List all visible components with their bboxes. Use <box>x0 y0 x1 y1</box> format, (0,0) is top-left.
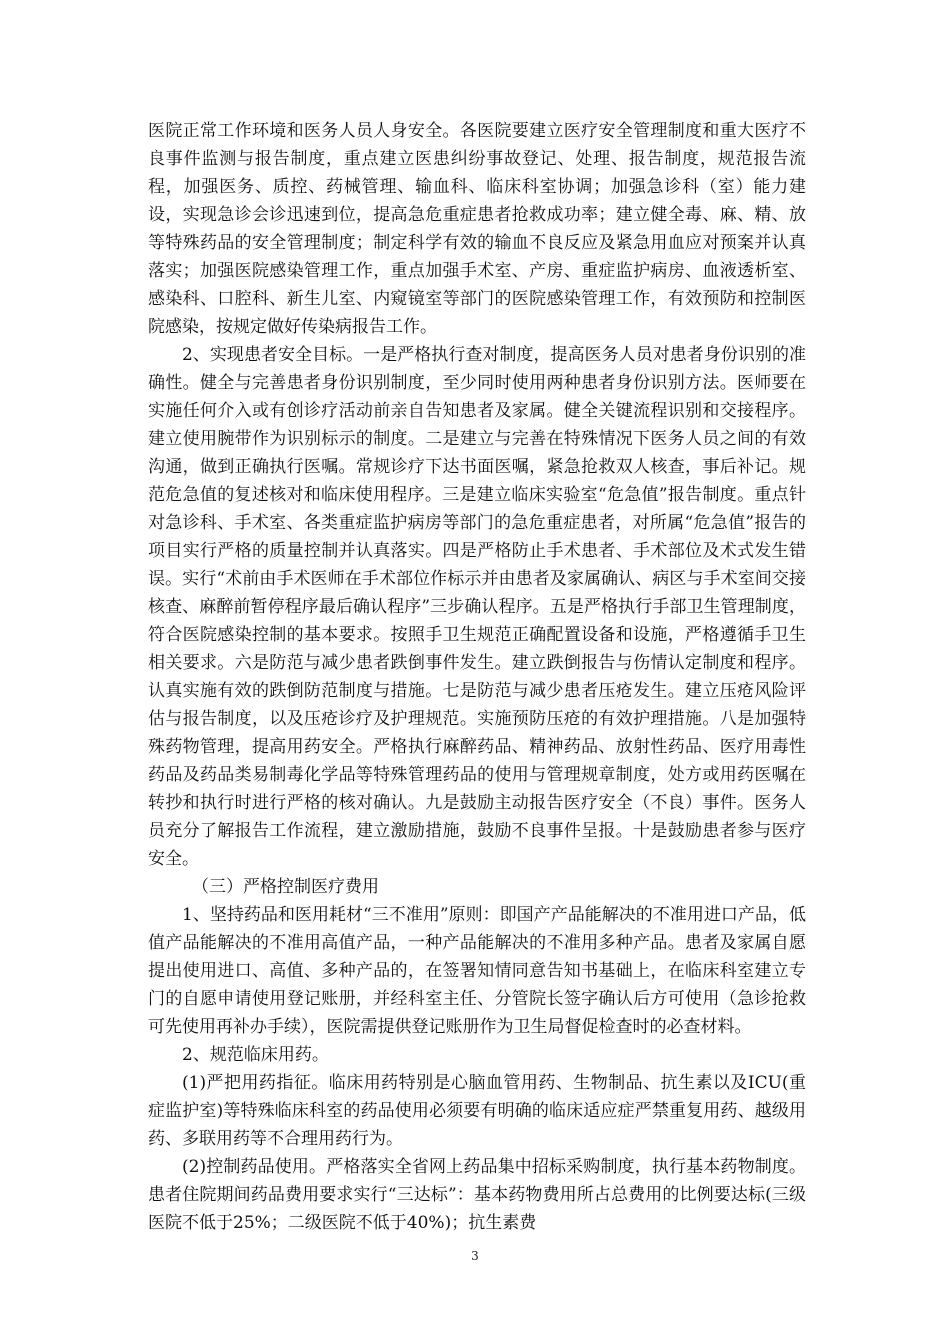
paragraph-three-no-principle: 1、坚持药品和医用耗材“三不准用”原则：即国产产品能解决的不准用进口产品，低值产品能解决的不准用高值产品，一种产品能解决的不准用多种产品。患者及家属自愿提出使用进口、高值、多种产品的，在签署知情同意告知书基础上，在临床科室建立专门的自愿申请使用登记账册，并经科室主任、分管院长签字确认后方可使用（急诊抢救可先使用再补办手续），医院需提供登记账册作为卫生局督促检查时的必查材料。 <box>148 905 806 1037</box>
paragraph-clinical-drug-heading: 2、规范临床用药。 <box>182 1045 329 1065</box>
paragraph-drug-control: (2)控制药品使用。严格落实全省网上药品集中招标采购制度，执行基本药物制度。患者住院期间药品费用要求实行“三达标”：基本药物费用所占总费用的比例要达标(三级医院不低于25%；二级医院不低于40%)；抗生素费 <box>148 1157 806 1233</box>
paragraph-patient-safety-goals: 2、实现患者安全目标。一是严格执行查对制度，提高医务人员对患者身份识别的准确性。健全与完善患者身份识别制度，至少同时使用两种患者身份识别方法。医师要在实施任何介入或有创诊疗活动前亲自告知患者及家属。健全关键流程识别和交接程序。建立使用腕带作为识别标示的制度。二是建立与完善在特殊情况下医务人员之间的有效沟通，做到正确执行医嘱。常规诊疗下达书面医嘱，紧急抢救双人核查，事后补记。规范危急值的复述核对和临床使用程序。三是建立临床实验室“危急值”报告制度。重点针对急诊科、手术室、各类重症监护病房等部门的急危重症患者，对所属“危急值”报告的项目实行严格的质量控制并认真落实。四是严格防止手术患者、手术部位及术式发生错误。实行“术前由手术医师在手术部位作标示并由患者及家属确认、病区与手术室间交接核查、麻醉前暂停程序最后确认程序”三步确认程序。五是严格执行手部卫生管理制度，符合医院感染控制的基本要求。按照手卫生规范正确配置设备和设施，严格遵循手卫生相关要求。六是防范与减少患者跌倒事件发生。建立跌倒报告与伤情认定制度和程序。认真实施有效的跌倒防范制度与措施。七是防范与减少患者压疮发生。建立压疮风险评估与报告制度，以及压疮诊疗及护理规范。实施预防压疮的有效护理措施。八是加强特殊药物管理，提高用药安全。严格执行麻醉药品、精神药品、放射性药品、医疗用毒性药品及药品类易制毒化学品等特殊管理药品的使用与管理规章制度，处方或用药医嘱在转抄和执行时进行严格的核对确认。九是鼓励主动报告医疗安全（不良）事件。医务人员充分了解报告工作流程，建立激励措施，鼓励不良事件呈报。十是鼓励患者参与医疗安全。 <box>148 345 806 869</box>
paragraph-drug-indications: (1)严把用药指征。临床用药特别是心脑血管用药、生物制品、抗生素以及ICU(重症监护室)等特殊临床科室的药品使用必须要有明确的临床适应症严禁重复用药、越级用药、多联用药等不合理用药行为。 <box>148 1073 806 1149</box>
page-number: 3 <box>471 1249 479 1263</box>
document-body <box>148 117 806 1237</box>
paragraph-hospital-safety: 医院正常工作环境和医务人员人身安全。各医院要建立医疗安全管理制度和重大医疗不良事件监测与报告制度，重点建立医患纠纷事故登记、处理、报告制度，规范报告流程，加强医务、质控、药械管理、输血科、临床科室协调；加强急诊科（室）能力建设，实现急诊会诊迅速到位，提高急危重症患者抢救成功率；建立健全毒、麻、精、放等特殊药品的安全管理制度；制定科学有效的输血不良反应及紧急用血应对预案并认真落实；加强医院感染管理工作，重点加强手术室、产房、重症监护病房、血液透析室、感染科、口腔科、新生儿室、内窥镜室等部门的医院感染管理工作，有效预防和控制医院感染，按规定做好传染病报告工作。 <box>148 121 806 337</box>
section-heading-cost-control: （三）严格控制医疗费用 <box>192 877 379 897</box>
